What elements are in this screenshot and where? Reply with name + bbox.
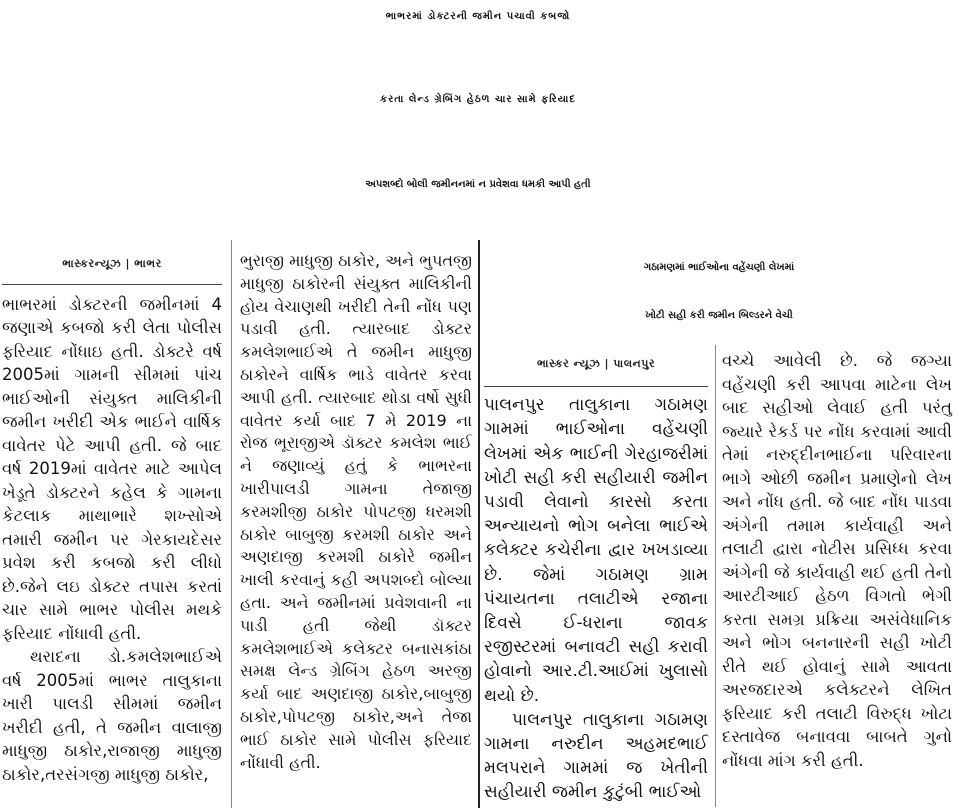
article1-column-2 xyxy=(240,250,472,774)
article2-paragraph-1: પાલનપુર તાલુકાના ગઠામણ ગામમાં ભાઈઓના વહેંચણી લેખમાં એક ભાઈની ગેરહાજરીમાં ખોટી સહી કરી સહીયારી જમીન પડાવી લેવાનો કારસો કરતા અન્યાયનો ભોગ બનેલા ભાઈએ કલેક્ટર કચેરીના દ્વાર ખખડાવ્યા છે. જેમાં ગઠામણ ગ્રામ પંચાયતના તલાટીએ રજાના દિવસે ઈ-ધરાના જાવક રજીસ્ટરમાં બનાવટી સહી કરાવી હોવાનો આર.ટી.આઈમાં ખુલાસો થયો છે. xyxy=(484,395,708,706)
article2-column-2 xyxy=(722,349,952,772)
article2-headline-line-2: ખોટી સહી કરી જમીન બિલ્ડરને વેચી xyxy=(645,310,793,321)
article1-paragraph-3: ભુરાજી માધુજી ઠાકોર, અને ભુપતજી માધુજી ઠાકોરની સંયુક્ત માલિકીની હોય વેચાણથી ખરીદી તેની નોંધ પણ પડાવી હતી. ત્યારબાદ ડોક્ટર કમલેશભાઈએ તે જમીન માધુજી ઠાકોરને વાર્ષિક ભાડે વાવેતર કરવા આપી હતી. ત્યારબાદ થોડા વર્ષો સુધી વાવેતર કર્યા બાદ 7 મે 2019 ના રોજ ભૂરાજીએ ડૉક્ટર કમલેશ ભાઈ ને જણાવ્યું હતું કે ભાભરના ખારીપાલડી ગામના તેજાજી કરમશીજી ઠાકોર પોપટજી ધરમશી ઠાકોર બાબુજી કરમશી ઠાકોર અને અણદાજી કરમશી ઠાકોરે જમીન ખાલી કરવાનું કહી અપશબ્દો બોલ્યા હતા. અને જમીનમાં પ્રવેશવાની ના પાડી હતી જેથી ડૉક્ટર કમલેશભાઈએ કલેક્ટર બનાસકાંઠા સમક્ષ લેન્ડ ગ્રેબિંગ હેઠળ અરજી કર્યા બાદ અણદાજી ઠાકોર,બાબુજી ઠાકોર,પોપટજી ઠાકોર,અને તેજા ભાઈ ઠાકોર સામે પોલીસ ફરિયાદ નોંધાવી હતી. xyxy=(240,251,472,772)
byline-divider xyxy=(2,284,222,285)
headline-line-2: કરતા લેન્ડ ગ્રેબિંગ હેઠળ ચાર સામે ફરિયાદ xyxy=(380,94,576,105)
article1-column-1 xyxy=(2,252,222,786)
column-divider xyxy=(231,240,232,808)
headline-line-1: ભાભરમાં ડોક્ટરની જમીન પચાવી કબજો xyxy=(385,11,571,22)
article1-paragraph-2: થરાદના ડો.કમલેશભાઈએ વર્ષ 2005માં ભાભર તાલુકાના ખારી પાલડી સીમમાં જમીન ખરીદી હતી, તે જમીન વાલાજી માધુજી ઠાકોર,રાજાજી માધુજી ઠાકોર,તરસંગજી માધુજી ઠાકોર, xyxy=(2,647,222,784)
article1-byline: ભાસ્કરન્યૂઝ | ભાભર xyxy=(62,257,162,270)
article1-paragraph-1: ભાભરમાં ડોક્ટરની જમીનમાં 4 જણાએ કબજો કરી લેતા પોલીસ ફરિયાદ નોંધાઇ હતી. ડોક્ટરે વર્ષ 2005માં ગામની સીમમાં પાંચ ભાઈઓની સંયુક્ત માલિકીની જમીન ખરીદી એક ભાઈને વાર્ષિક વાવેતર પેટે આપી હતી. જે બાદ વર્ષ 2019માં વાવેતર માટે આપેલ ખેડૂતે ડોક્ટરને કહેલ કે ગામના કેટલાક માથાભારે શખ્સોએ તમારી જમીન પર ગેરકાયદેસર પ્રવેશ કરી કબજો કરી લીધો છે.જેને લઇ ડોક્ટર તપાસ કરતાં ચાર સામે ભાભર પોલીસ મથકે ફરિયાદ નોંધાવી હતી. xyxy=(2,294,222,643)
article-divider xyxy=(478,240,480,808)
article2-paragraph-2: પાલનપુર તાલુકાના ગઠામણ ગામના નરુદીન અહમદભાઈ મલપરાને ગામમાં જ ખેતીની સહીયારી જમીન કુટુંબી ભાઈઓ xyxy=(484,709,708,803)
byline-divider xyxy=(484,386,708,387)
article2-headline-line-1: ગઠામણમાં ભાઈઓના વહેંચણી લેખમાં xyxy=(643,262,795,273)
article2-headline xyxy=(484,244,954,340)
column-divider xyxy=(715,345,716,807)
article2-paragraph-3: વચ્ચે આવેલી છે. જે જગ્યા વહેંચણી કરી આપવા માટેના લેખ બાદ સહીઓ લેવાઈ હતી પરંતુ જ્યારે રેકર્ડ પર નોંધ કરવામાં આવી તેમાં નરુદ્દીનભાઈના પરિવારના ભાગે ઓછી જમીન પ્રમાણેનો લેખ અને નોંધ હતી. જે બાદ નોંધ પાડવા અંગેની તમામ કાર્યવાહી અને તલાટી દ્વારા નોટીસ પ્રસિધ્ધ કરવા અંગેની જે કાર્યવાહી થઈ હતી તેનો આરટીઆઈ હેઠળ વિગતો ભેગી કરતા સમગ્ર પ્રક્રિયા અસંવેધાનિક અને ભોગ બનનારની સહી ખોટી રીતે થઈ હોવાનું સામે આવતા અરજદારએ કલેક્ટરને લેખિત ફરિયાદ કરી તલાટી વિરુદ્ધ ખોટા દસ્તાવેજ બનાવવા બાબતે ગુનો નોંધવા માંગ કરી હતી. xyxy=(722,351,952,770)
article2-column-1 xyxy=(484,352,708,805)
article2-byline: ભાસ્કર ન્યૂઝ | પાલનપુર xyxy=(536,357,656,370)
subheadline: અપશબ્દો બોલી જમીનનમાં ન પ્રવેશવા ધમકી આપી હતી xyxy=(365,179,591,190)
